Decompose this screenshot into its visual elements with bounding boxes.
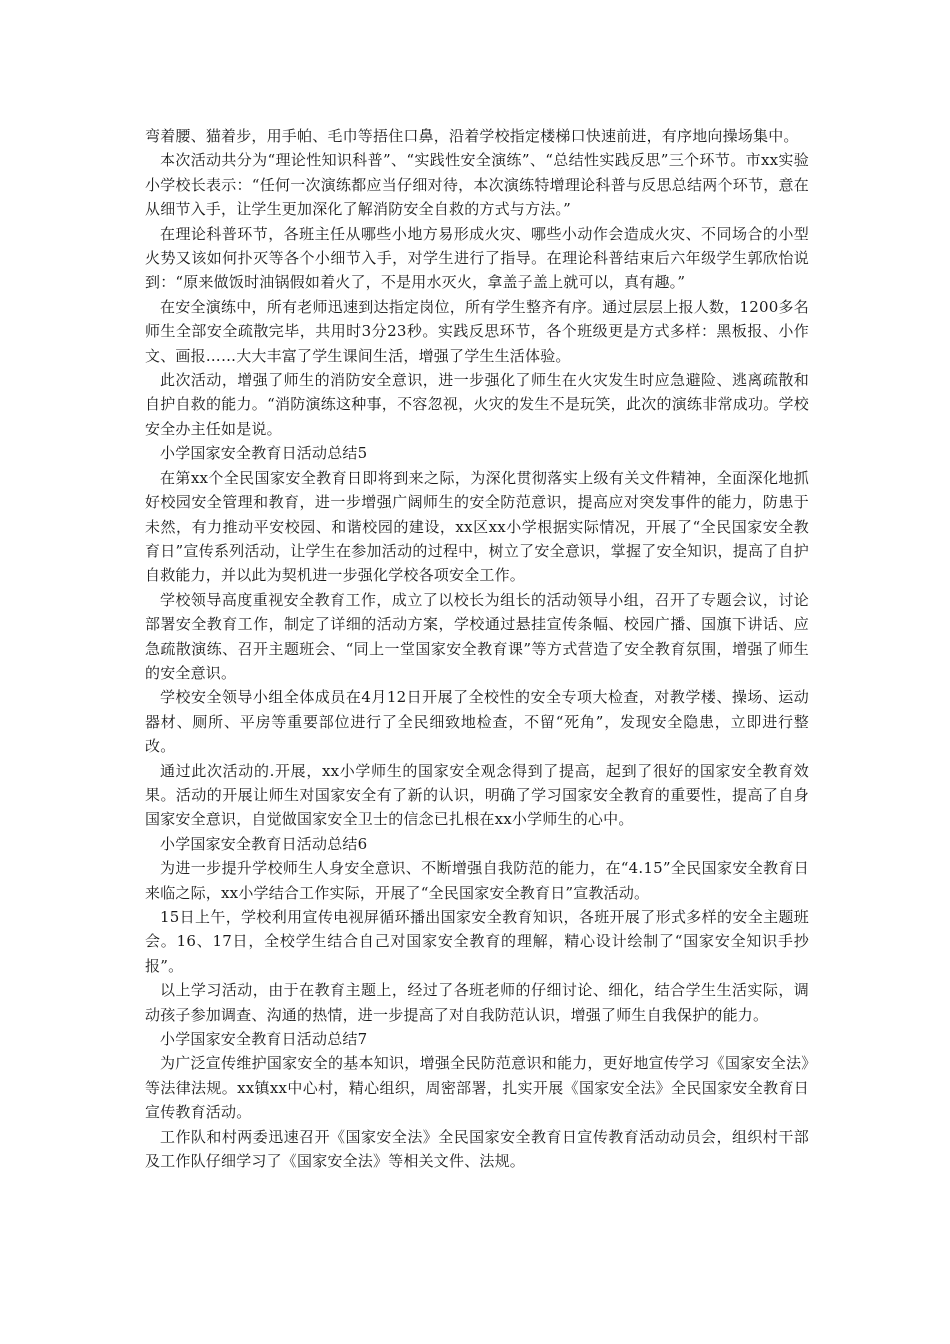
- paragraph: 通过此次活动的.开展，xx小学师生的国家安全观念得到了提高，起到了很好的国家安全教育效果。活动的开展让师生对国家安全有了新的认识，明确了学习国家安全教育的重要性，提高了自身国家安全意识，自觉做国家安全卫士的信念已扎根在xx小学师生的心中。: [145, 761, 809, 829]
- paragraph: 以上学习活动，由于在教育主题上，经过了各班老师的仔细讨论、细化，结合学生生活实际，调动孩子参加调查、沟通的热情，进一步提高了对自我防范认识，增强了师生自我保护的能力。: [145, 981, 809, 1024]
- paragraph: 在第xx个全民国家安全教育日即将到来之际，为深化贯彻落实上级有关文件精神，全面深化地抓好校园安全管理和教育，进一步增强广阔师生的安全防范意识，提高应对突发事件的能力，防患于未然，有力推动平安校园、和谐校园的建设，xx区xx小学根据实际情况，开展了“全民国家安全教育日”宣传系列活动，让学生在参加活动的过程中，树立了安全意识，掌握了安全知识，提高了自护自救能力，并以此为契机进一步强化学校各项安全工作。: [145, 468, 809, 585]
- paragraph: 学校领导高度重视安全教育工作，成立了以校长为组长的活动领导小组，召开了专题会议，讨论部署安全教育工作，制定了详细的活动方案，学校通过悬挂宣传条幅、校园广播、国旗下讲话、应急疏散演练、召开主题班会、“同上一堂国家安全教育课”等方式营造了安全教育氛围，增强了师生的安全意识。: [145, 590, 809, 682]
- section-heading: 小学国家安全教育日活动总结7: [160, 1030, 368, 1049]
- paragraph: 为广泛宣传维护国家安全的基本知识，增强全民防范意识和能力，更好地宣传学习《国家安全法》等法律法规。xx镇xx中心村，精心组织，周密部署，扎实开展《国家安全法》全民国家安全教育日宣传教育活动。: [145, 1054, 809, 1122]
- paragraph: 本次活动共分为“理论性知识科普”、“实践性安全演练”、“总结性实践反思”三个环节。市xx实验小学校长表示：“任何一次演练都应当仔细对待，本次演练特增理论科普与反思总结两个环节，意在从细节入手，让学生更加深化了解消防安全自救的方式与方法。”: [145, 151, 809, 219]
- paragraph: 学校安全领导小组全体成员在4月12日开展了全校性的安全专项大检查，对教学楼、操场、运动器材、厕所、平房等重要部位进行了全民细致地检查，不留“死角”，发现安全隐患，立即进行整改。: [145, 688, 809, 756]
- paragraph: 在安全演练中，所有老师迅速到达指定岗位，所有学生整齐有序。通过层层上报人数，1200多名师生全部安全疏散完毕，共用时3分23秒。实践反思环节，各个班级更是方式多样：黑板报、小作文、画报……大大丰富了学生课间生活，增强了学生生活体验。: [145, 297, 809, 365]
- paragraph: 此次活动，增强了师生的消防安全意识，进一步强化了师生在火灾发生时应急避险、逃离疏散和自护自救的能力。“消防演练这种事，不容忽视，火灾的发生不是玩笑，此次的演练非常成功。学校安全办主任如是说。: [145, 371, 809, 438]
- paragraph: 工作队和村两委迅速召开《国家安全法》全民国家安全教育日宣传教育活动动员会，组织村干部及工作队仔细学习了《国家安全法》等相关文件、法规。: [145, 1127, 809, 1171]
- section-heading: 小学国家安全教育日活动总结5: [160, 444, 368, 463]
- paragraph: 在理论科普环节，各班主任从哪些小地方易形成火灾、哪些小动作会造成火灾、不同场合的小型火势又该如何扑灭等各个小细节入手，对学生进行了指导。在理论科普结束后六年级学生郭欣怡说到：“原来做饭时油锅假如着火了，不是用水灭火，拿盖子盖上就可以，真有趣。”: [145, 224, 809, 292]
- paragraph: 15日上午，学校利用宣传电视屏循环播出国家安全教育知识，各班开展了形式多样的安全主题班会。16、17日，全校学生结合自己对国家安全教育的理解，精心设计绘制了“国家安全知识手抄报”。: [145, 908, 809, 975]
- paragraph: 为进一步提升学校师生人身安全意识、不断增强自我防范的能力，在“4.15”全民国家安全教育日来临之际，xx小学结合工作实际，开展了“全民国家安全教育日”宣教活动。: [145, 859, 809, 902]
- section-heading: 小学国家安全教育日活动总结6: [160, 834, 368, 853]
- document-page: [145, 124, 809, 1173]
- paragraph: 弯着腰、猫着步，用手帕、毛巾等捂住口鼻，沿着学校指定楼梯口快速前进，有序地向操场集中。: [145, 127, 799, 145]
